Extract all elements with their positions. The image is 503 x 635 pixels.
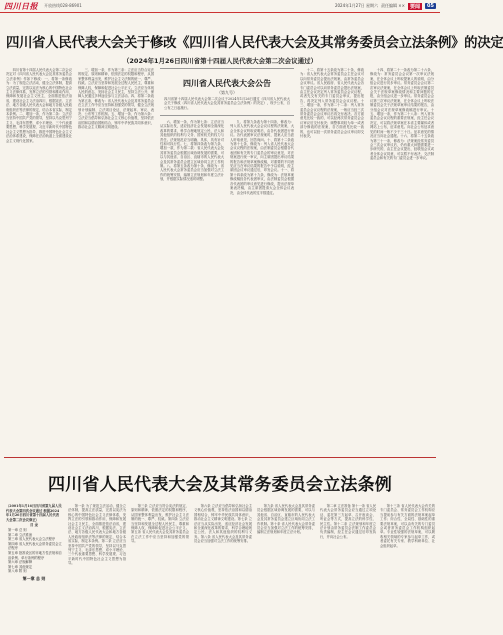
law-column-3: [194, 504, 252, 632]
law-column-6: [380, 504, 435, 632]
page-headline: 四川省人民代表大会关于修改《四川省人民代表大会及其常务委员会立法条例》的决定: [6, 36, 503, 51]
body-column-4: [230, 120, 294, 453]
announcement-box: [160, 68, 294, 116]
section-divider: [4, 457, 436, 458]
announcement-title: 四川省人民代表大会公告: [183, 79, 271, 88]
announcement-text: 四川省第十四届人民代表大会第二次会议于2024年1月26日通过《四川省人民代表大会关于修改〈四川省人民代表大会及其常务委员会立法条例〉的决定》，现予公布，自公布之日起施行。: [164, 97, 290, 110]
issue-date: 2024年1月27日 星期六: [334, 3, 379, 8]
body-paragraph: 六、增加一条，作为第七条：立法应当从实际出发，适应经济社会发展和全面深化改革的要求，科学合理地规定公民、法人和其他组织的权利与义务、国家机关的权力与责任。法规规范应当明确、具体，具有针对性和可执行性。七、将第四条改为第九条，增加一款，作为第二款：省人民代表大会及其常务委员会根据区域协调发展的需要，可以与其他省、自治区、直辖市的人民代表大会及其常务委员会建立区域协同立法工作机制。八、将第五条改为第十条，修改为：省人民代表大会常务委员会应当加强对立法工作的统筹安排，编制立法规划和年度立法计划，并根据实际情况适时调整。: [160, 120, 224, 182]
law-title: 四川省人民代表大会及其常务委员会立法条例: [48, 475, 392, 495]
body-paragraph: 三、增加一条，作为第三条：立法应当符合宪法的规定、原则和精神，依照法定的权限和程序，从国家整体利益出发，维护社会主义法制的统一、尊严、权威。立法应当坚持和发展全过程人民民主，尊重和保障人权，保障和促进社会公平正义。立法应当体现人民的意志，发扬社会主义民主，坚持立法公开，保障人民通过多种途径参与立法活动。四、将第二条改为第五条，修改为：省人民代表大会及其常务委员会在立法工作中应当坚持和加强党的领导，健全立法规划计划编制、立法项目论证、法规起草、审议、表决、公布等工作机制。五、增加一条，作为第六条：立法应当倡导和弘扬社会主义核心价值观，坚持依法治国和以德治国相结合，铸牢中华民族共同体意识，推动社会主义精神文明建设。: [78, 68, 154, 130]
toc-item: 第五章 批准设区的市地方性法规和自治条例、单行条例的程序: [8, 550, 62, 560]
law-paragraph: 第二章 立法准备 第十一条 省人民代表大会常务委员会应当通过立项论证、委托第三方起草、召开座谈会、听证会等方式，提高立法的科学性、民主性。第十二条 立法规划和年度立法计划由常务委员会法制工作委员会负责编制，经主任会议通过后印发执行，并向社会公布。: [320, 504, 376, 539]
law-column-2: [131, 504, 189, 632]
body-column-2: [78, 68, 154, 453]
toc-item: 第七章 其他规定: [8, 564, 33, 569]
announcement-number: （第九号）: [217, 90, 237, 95]
toc-item: 第八章 附 则: [8, 569, 27, 574]
masthead: [0, 0, 440, 13]
law-adoption-note: （2001年1月16日四川省第九届人民代表大会第四次会议通过 根据2024年1月26日四川省第十四届人民代表大会第二次会议修正）: [6, 504, 62, 522]
law-paragraph: 第一条 为了规范立法活动，健全立法体制，提高立法质量，完善以宪法为核心的中国特色社会主义法律体系，发挥立法的引领和推动作用，保障和发展社会主义民主，全面推进依法治省，建设社会主义法治四川，根据宪法、立法法、地方各级人民代表大会和地方各级人民政府组织法等法律的规定，结合本省实际，制定本条例。第二条 立法应当坚持中国共产党的领导，坚持以马克思列宁主义、毛泽东思想、邓小平理论、三个代表重要思想、科学发展观、习近平新时代中国特色社会主义思想为指导。: [68, 504, 126, 566]
body-column-1: [6, 68, 72, 453]
law-column-1: [68, 504, 126, 632]
toc-item: 第二章 立法准备: [8, 532, 33, 537]
law-paragraph: 第九条 省人民代表大会及其常务委员会根据区域协调发展的需要，可以与其他省、自治区、直辖市的人民代表大会及其常务委员会建立区域协同立法工作机制。第十条 省人民代表大会常务委员会应当加强对立法工作的统筹安排，编制立法规划和年度立法计划。: [257, 504, 315, 535]
body-paragraph: 十二、将第十五条改为第二十条，修改为：省人民代表大会常务委员会主任会议可以向常务委员会提出法规案，由常务委员会会议审议。省人民政府、省人民代表大会各专门委员会可以向常务委员会提出法规案，由主任会议决定列入常务委员会会议议程，或者先交有关的专门委员会审议、提出报告，再决定列入常务委员会会议议程。十三、增加一条，作为第二十二条：列入常务委员会会议议程的法规案，一般应当经三次常务委员会会议审议后再交付表决。各方面意见比较一致的，可以经两次常务委员会会议审议后交付表决；调整事项较为单一或者部分修改的法规案，各方面意见比较一致的，也可以经一次常务委员会会议审议即交付表决。: [300, 68, 364, 139]
body-column-3: [160, 120, 224, 453]
law-paragraph: 第六条 立法应当倡导和弘扬社会主义核心价值观，坚持依法治国和以德治国相结合，铸牢中华民族共同体意识，推动社会主义精神文明建设。第七条 立法应当从实际出发，适应经济社会发展和全面深化改革的要求，科学合理地规定公民、法人和其他组织的权利与义务。第八条 省人民代表大会及其常务委员会应当加强对立法工作的统筹安排。: [194, 504, 252, 544]
body-paragraph: 十四、将第二十一条改为第二十六条，修改为：常务委员会会议第一次审议法规案，在全体会议上听取提案人的说明，由分组会议进行初步审议。常务委员会会议第二次审议法规案，在全体会议上听取法制委员会关于法规草案修改情况和主要问题的汇报，由分组会议进一步审议。常务委员会会议第三次审议法规案，在全体会议上听取法制委员会关于法规草案审议结果的报告，由分组会议对法规草案修改稿进行审议。十五、增加一条，作为第二十八条：列入常务委员会会议议程的重要法规案，经主任会议决定，可以将法规草案在本省主要媒体或者网站上公布，征求意见。向社会公布征求意见的时间一般不少于三十日。征求意见的情况应当向社会通报。十六、将第二十五条改为第三十一条，修改为：法规案经常务委员会三次会议审议后，仍有重大问题需要进一步研究的，由主任会议提出，经联组会议或者全体会议同意，可以暂不付表决，交法制委员会和有关的专门委员会进一步审议。: [370, 68, 434, 161]
contact-line: 开放热线028-86901: [44, 3, 82, 8]
toc-item: 第三章 省人民代表大会立法程序: [8, 537, 56, 542]
chapter-heading: 第一章 总 则: [22, 575, 46, 581]
section-badge: 要闻: [410, 3, 421, 10]
toc-item: 第一章 总 则: [8, 527, 27, 532]
law-column-4: [257, 504, 315, 632]
toc-label: 目 录: [30, 523, 38, 528]
body-column-6: [370, 68, 434, 453]
law-table-of-contents: [6, 504, 62, 582]
page-subheadline: （2024年1月26日四川省第十四届人民代表大会第二次会议通过）: [122, 57, 318, 65]
page-number-badge: 05: [427, 3, 434, 9]
body-column-5: [300, 68, 364, 453]
body-paragraph: 九、将第九条改为第十四条，修改为：列入省人民代表大会会议议程的法规案，大会全体会议听取说明后，由各代表团进行审议。各代表团审议法规案时，提案人应当派人听取意见，回答询问。十、将第十二条改为第十七条，修改为：列入省人民代表大会会议议程的法规案，由法制委员会根据各代表团和有关的专门委员会的审议意见，对法规案进行统一审议，向主席团提出审议结果的报告和法规草案修改稿，对重要的不同意见应当在审议结果的报告中予以说明，经主席团会议审议通过后，印发会议。十一、将第十四条改为第十九条，修改为：法规草案修改稿经各代表团审议，由法制委员会根据各代表团的审议意见进行修改，提出法规草案表决稿，由主席团提请大会全体会议表决，由全体代表的过半数通过。: [230, 120, 294, 195]
toc-item: 第四章 省人民代表大会常务委员会立法程序: [8, 541, 62, 551]
body-paragraph: 四川省第十四届人民代表大会第二次会议决定对《四川省人民代表大会及其常务委员会立法条例》作如下修改：一、将第一条修改为：为了规范立法活动，健全立法体制，提高立法质量，完善以宪法为核心的中国特色社会主义法律体系，发挥立法的引领和推动作用，保障和发展社会主义民主，全面推进依法治省，建设社会主义法治四川，根据宪法、立法法、地方各级人民代表大会和地方各级人民政府组织法等法律的规定，结合本省实际，制定本条例。二、增加一条，作为第二条：立法应当坚持中国共产党的领导，坚持以马克思列宁主义、毛泽东思想、邓小平理论、三个代表重要思想、科学发展观、习近平新时代中国特色社会主义思想为指导，推进中国特色社会主义法治体系建设，保障在法治轨道上全面建设社会主义现代化国家。: [6, 68, 72, 143]
editor-line: 责任编辑 ××: [381, 3, 406, 8]
law-column-5: [320, 504, 376, 632]
newspaper-logo: 四川日报: [4, 0, 38, 11]
law-paragraph: 第十三条 省人民代表大会有关的专门委员会、常务委员会工作机构应当提前参与有关方面的法规草案起草工作；综合性、全局性、基础性的重要法规草案，可以由有关的专门委员会或者常务委员会工作机构组织起草。专业性较强的法规草案，可以吸收相关领域的专家参与起草工作，或者委托有关专家、教学科研单位、社会组织起草。: [380, 504, 435, 548]
law-paragraph: 第三条 立法应当符合宪法的规定、原则和精神，依照法定的权限和程序，从国家整体利益出发，维护社会主义法制的统一、尊严、权威。第四条 立法应当坚持和发展全过程人民民主，尊重和保障人权，保障和促进社会公平正义。第五条 省人民代表大会及其常务委员会在立法工作中应当坚持和加强党的领导。: [131, 504, 189, 544]
toc-item: 第六章 法规解释: [8, 560, 33, 565]
masthead-right: [335, 3, 436, 10]
